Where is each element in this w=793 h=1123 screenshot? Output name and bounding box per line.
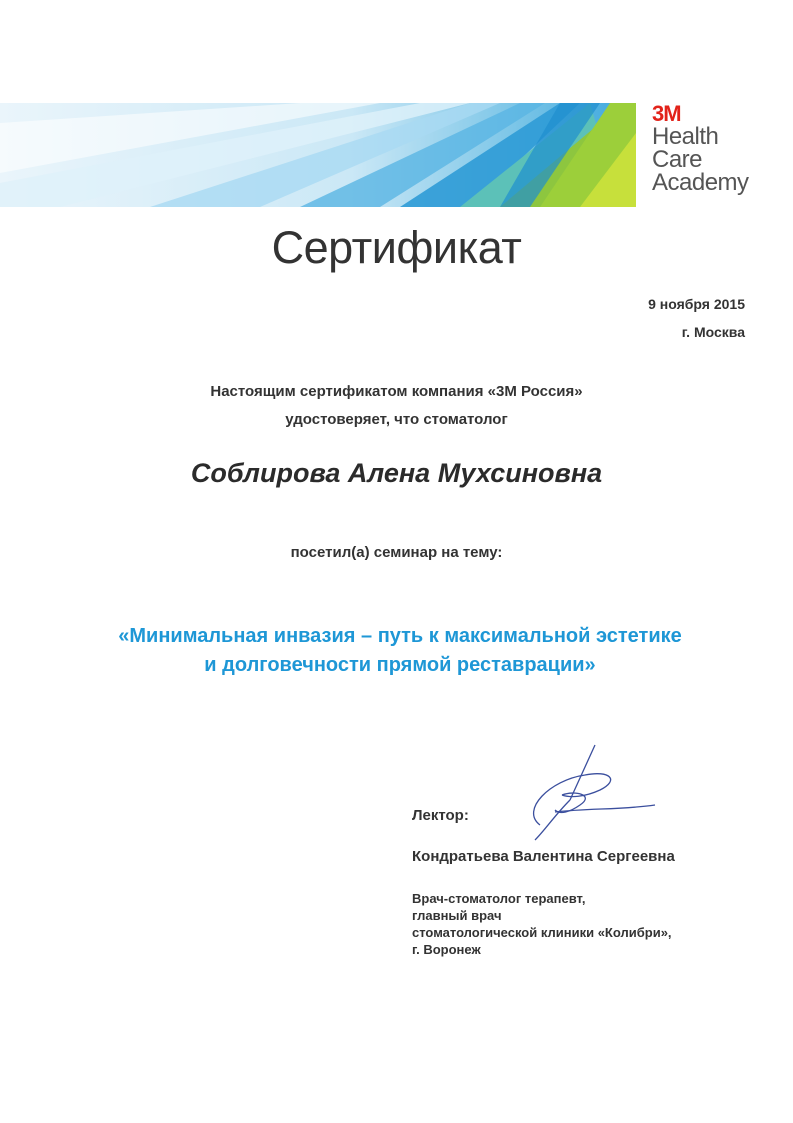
lector-role bbox=[412, 890, 672, 958]
logo-brand: 3M bbox=[652, 101, 681, 126]
lector-role-line-1: Врач-стоматолог терапевт, bbox=[412, 891, 586, 906]
attended-text: посетил(а) семинар на тему: bbox=[290, 544, 503, 561]
seminar-topic bbox=[0, 622, 793, 680]
recipient-name: Соблирова Алена Мухсиновна bbox=[190, 458, 603, 488]
logo-3m-health-care-academy bbox=[652, 103, 749, 194]
lector-name: Кондратьева Валентина Сергеевна bbox=[412, 848, 675, 865]
lector-label: Лектор: bbox=[412, 807, 469, 824]
signature-mark bbox=[500, 740, 660, 850]
topic-line-1: «Минимальная инвазия – путь к максимальной эстетике bbox=[118, 625, 682, 647]
intro-line-1: Настоящим сертификатом компания «3М Россия» bbox=[210, 383, 583, 400]
issue-date: 9 ноября 2015 bbox=[648, 296, 745, 312]
decorative-banner bbox=[0, 103, 636, 207]
logo-line-2: Care bbox=[652, 146, 703, 173]
intro-line-2: удостоверяет, что стоматолог bbox=[285, 411, 508, 428]
lector-role-line-2: главный врач bbox=[412, 908, 502, 923]
lector-role-line-3: стоматологической клиники «Колибри», bbox=[412, 925, 672, 940]
logo-line-3: Academy bbox=[652, 169, 749, 196]
date-block bbox=[648, 290, 745, 346]
topic-line-2: и долговечности прямой реставрации» bbox=[204, 654, 596, 676]
intro-text bbox=[0, 378, 793, 434]
logo-line-1: Health bbox=[652, 123, 719, 150]
issue-city: г. Москва bbox=[681, 324, 745, 340]
certificate-title: Сертификат bbox=[271, 222, 522, 273]
lector-role-line-4: г. Воронеж bbox=[412, 942, 481, 957]
